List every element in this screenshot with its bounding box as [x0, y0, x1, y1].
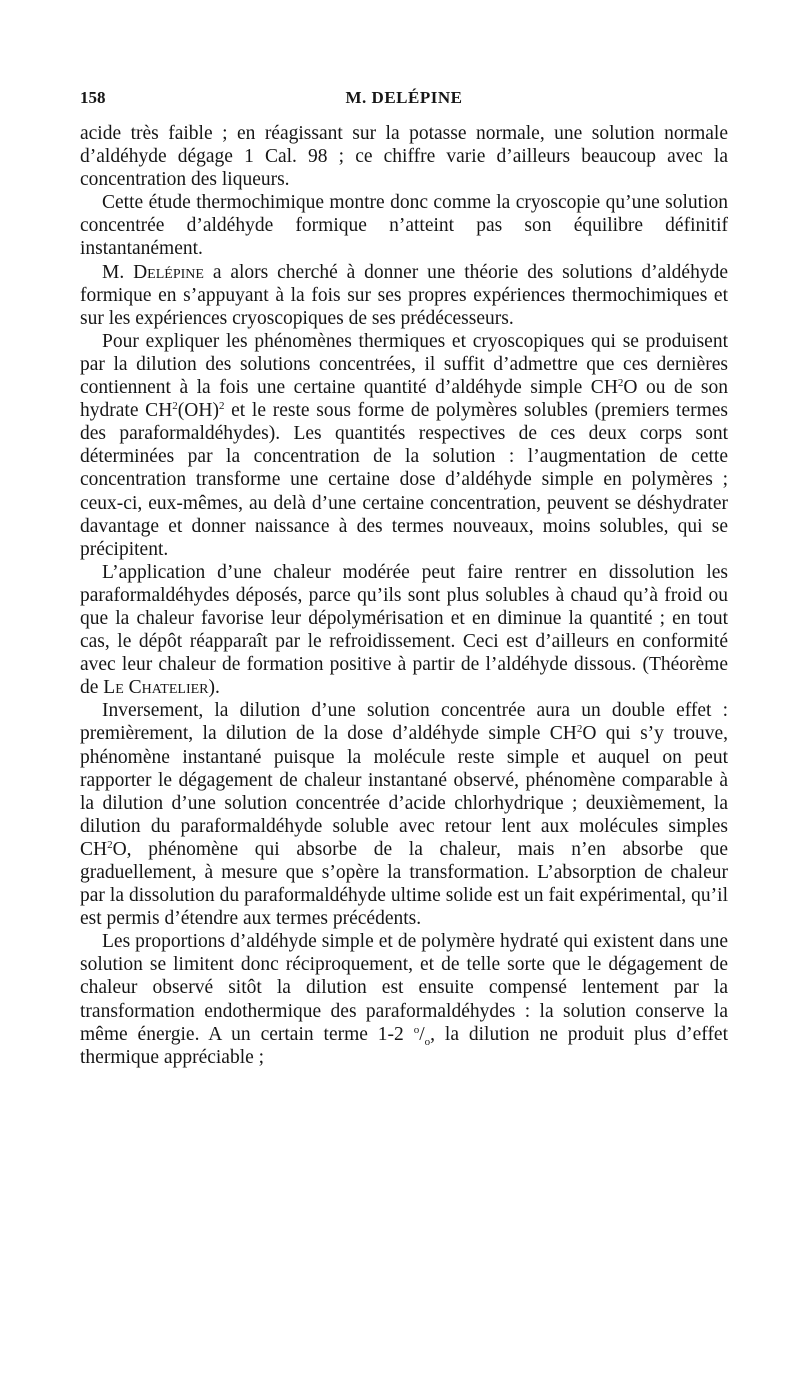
page-header: [80, 84, 728, 114]
superscript: 2: [218, 400, 225, 413]
text-run: Inversement, la dilution d’une solution concentrée aura un double effet : premièrement, la dilution de la dose d’aldéhyde simple CH: [80, 700, 728, 745]
text-run: M.: [102, 261, 134, 283]
paragraph: [80, 561, 728, 700]
paragraph: [80, 930, 728, 1069]
text-run: a alors cherché à donner une théorie des solutions d’aldéhyde formique en s’appuyant à la fois sur ses propres expériences thermochimiques et sur les expériences cryoscopiques de ses prédécesseurs.: [80, 261, 728, 329]
author-name: Le Chatelier: [103, 677, 209, 699]
text-run: L’application d’une chaleur modérée peut faire rentrer en dissolution les paraformaldéhydes déposés, parce qu’ils sont plus solubles à chaud qu’à froid ou que la chaleur favorise leur dépolymérisation et en diminue la quantité ; en tout cas, le dépôt réapparaît par le refroidissement. Ceci est d’ailleurs en conformité avec leur chaleur de formation positive à partir de l’aldéhyde dissous. (Théorème de: [80, 561, 728, 699]
document-page: [80, 84, 728, 1069]
text-run: Cette étude thermochimique montre donc comme la cryoscopie qu’une solution concentrée d’aldéhyde formique n’atteint pas son équilibre définitif instantanément.: [80, 192, 728, 260]
text-run: Les proportions d’aldéhyde simple et de polymère hydraté qui existent dans une solution se limitent donc réciproquement, et de telle sorte que le dégagement de chaleur observé sitôt la dilution est ensuite compensé lentement par la transformation endothermique des paraformaldéhydes : la solution conserve la même énergie. A un certain terme 1-2: [80, 931, 728, 1045]
text-run: O ou de son hydrate CH: [80, 377, 729, 422]
subscript: o: [424, 1035, 431, 1048]
superscript: 2: [617, 377, 624, 390]
superscript: o: [413, 1023, 420, 1036]
paragraph: [80, 191, 728, 260]
author-name: Delépine: [133, 261, 204, 283]
text-run: O, phénomène qui absorbe de la chaleur, mais n’en absorbe que graduellement, à mesure que s’opère la transformation. L’absorption de chaleur par la dissolution du paraformaldéhyde ultime solide est un fait expérimental, qu’il est permis d’étendre aux termes précédents.: [80, 838, 728, 930]
paragraph: [80, 122, 728, 191]
page-number: 158: [80, 88, 106, 107]
body-text: [80, 122, 728, 1069]
text-run: , la dilution ne produit plus d’effet thermique appréciable ;: [80, 1023, 729, 1068]
superscript: 2: [576, 723, 583, 736]
paragraph: [80, 330, 728, 561]
text-run: Pour expliquer les phénomènes thermiques et cryoscopiques qui se produisent par la dilution des solutions concentrées, il suffit d’admettre que ces dernières contiennent à la fois une certaine quantité d’aldéhyde simple CH: [80, 330, 728, 399]
running-head: M. DELÉPINE: [345, 88, 463, 107]
text-run: /: [419, 1023, 425, 1045]
paragraph: [80, 699, 728, 930]
text-run: ).: [208, 677, 220, 699]
superscript: 2: [107, 838, 113, 851]
text-run: (OH): [177, 400, 219, 422]
superscript: 2: [172, 400, 178, 413]
text-run: et le reste sous forme de polymères solubles (premiers termes des paraformaldéhydes). Les quantités respectives de ces deux corps sont déterminées par la concentration de la solution : l’augmentation de cette concentration transforme une certaine dose d’aldéhyde simple en polymères ; ceux-ci, eux-mêmes, au delà d’une certaine concentration, peuvent se déshydrater davantage et donner naissance à des termes nouveaux, moins solubles, qui se précipitent.: [80, 400, 729, 560]
text-run: acide très faible ; en réagissant sur la potasse normale, une solution normale d’aldéhyde dégage 1 Cal. 98 ; ce chiffre varie d’ailleurs beaucoup avec la concentration des liqueurs.: [80, 123, 728, 191]
text-run: O qui s’y trouve, phénomène instantané puisque la molécule reste simple et auquel on peut rapporter le dégagement de chaleur instantané observé, phénomène comparable à la dilution d’une solution concentrée d’acide chlorhydrique ; deuxièmement, la dilution du paraformaldéhyde soluble avec retour lent aux molécules simples CH: [80, 723, 728, 860]
paragraph: [80, 261, 728, 330]
